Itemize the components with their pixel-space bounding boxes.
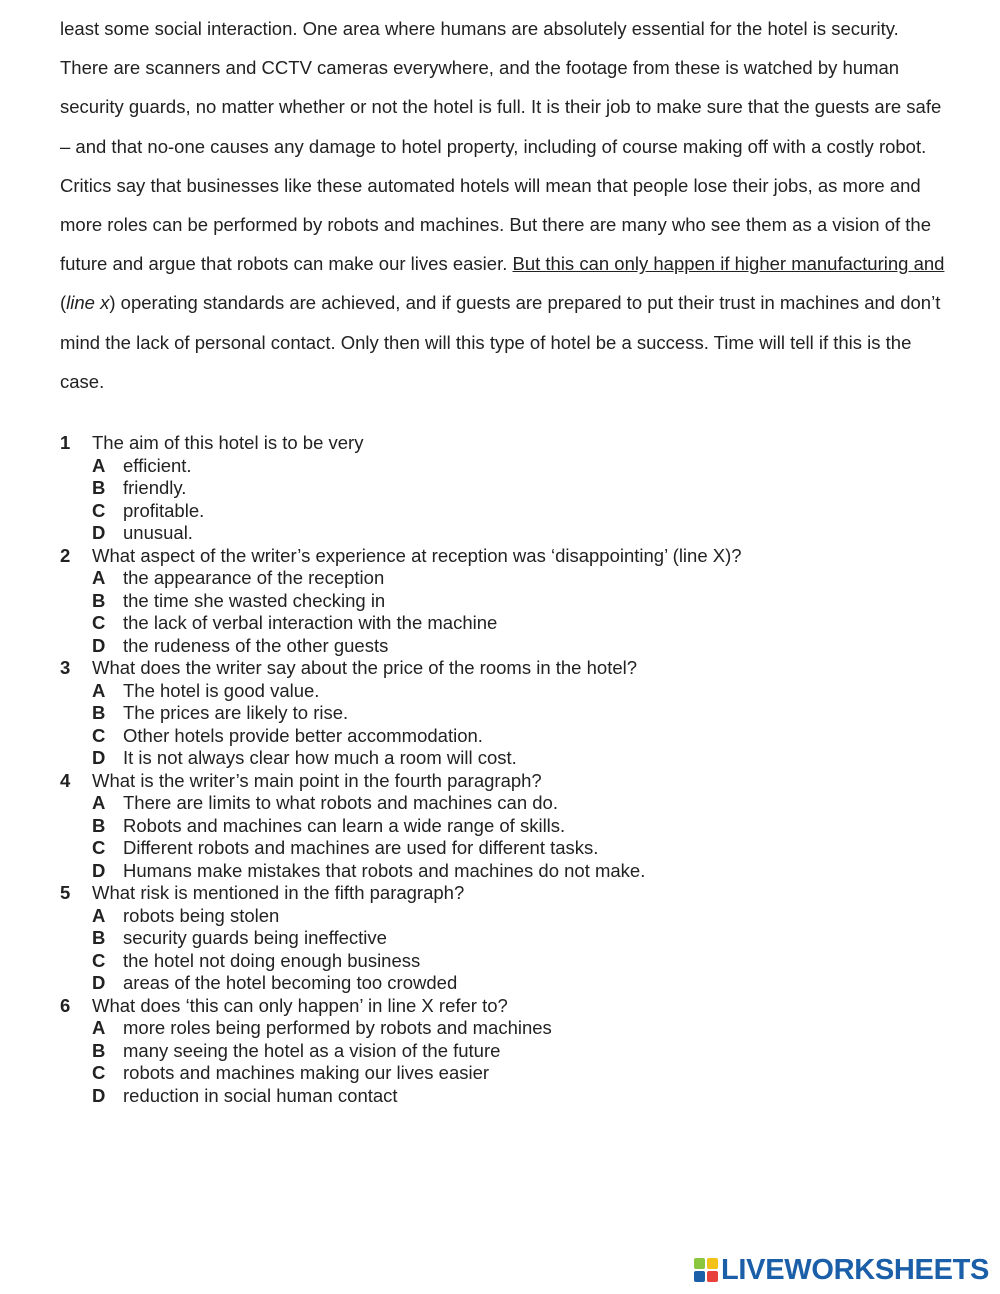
option-letter: D xyxy=(92,1084,106,1106)
option-letter: A xyxy=(92,454,106,476)
option-letter: B xyxy=(92,589,106,611)
option-letter: C xyxy=(92,612,106,633)
answer-option[interactable] xyxy=(60,455,960,478)
question-stem xyxy=(60,770,960,793)
option-text: the rudeness of the other guests xyxy=(123,634,389,656)
option-text: The hotel is good value. xyxy=(123,679,320,701)
option-text: Different robots and machines are used for different tasks. xyxy=(123,837,599,858)
option-text: robots being stolen xyxy=(123,904,280,926)
question-5 xyxy=(60,882,960,995)
option-text: There are limits to what robots and machines can do. xyxy=(123,792,558,813)
paren-open: ( xyxy=(60,292,67,314)
question-stem xyxy=(60,545,960,568)
answer-option[interactable] xyxy=(60,747,960,770)
question-number: 5 xyxy=(60,882,71,903)
answer-option[interactable] xyxy=(60,590,960,613)
option-text: The prices are likely to rise. xyxy=(123,702,349,723)
question-list xyxy=(60,432,960,1107)
answer-option[interactable] xyxy=(60,680,960,703)
question-number: 4 xyxy=(60,769,71,791)
question-text: What is the writer’s main point in the fourth paragraph? xyxy=(92,769,542,791)
option-letter: C xyxy=(92,949,106,971)
option-letter: D xyxy=(92,747,106,768)
logo-text: LIVEWORKSHEETS xyxy=(721,1254,990,1286)
question-text: What does the writer say about the price of the rooms in the hotel? xyxy=(92,657,638,678)
option-text: areas of the hotel becoming too crowded xyxy=(123,972,458,993)
answer-option[interactable] xyxy=(60,950,960,973)
answer-option[interactable] xyxy=(60,702,960,725)
answer-option[interactable] xyxy=(60,1085,960,1108)
answer-option[interactable] xyxy=(60,522,960,545)
answer-option[interactable] xyxy=(60,1040,960,1063)
reading-passage xyxy=(60,9,950,401)
option-text: Robots and machines can learn a wide range of skills. xyxy=(123,814,566,836)
answer-option[interactable] xyxy=(60,837,960,860)
option-text: Humans make mistakes that robots and machines do not make. xyxy=(123,859,646,881)
option-letter: B xyxy=(92,477,106,498)
question-text: What does ‘this can only happen’ in line X refer to? xyxy=(92,994,508,1016)
answer-option[interactable] xyxy=(60,927,960,950)
question-number: 2 xyxy=(60,544,71,566)
question-2 xyxy=(60,545,960,658)
option-letter: B xyxy=(92,702,106,723)
answer-option[interactable] xyxy=(60,477,960,500)
question-text: What aspect of the writer’s experience at reception was ‘disappointing’ (line X)? xyxy=(92,544,742,566)
paren-close: ) xyxy=(109,292,116,314)
passage-text: operating standards are achieved, and if guests are prepared to put their trust in machines and don’t mind the lack of personal contact. Only then will this type of hotel be a success. Time will tell if this is the case. xyxy=(60,292,941,392)
question-1 xyxy=(60,432,960,545)
option-letter: D xyxy=(92,972,106,993)
question-stem xyxy=(60,882,960,905)
option-text: Other hotels provide better accommodation. xyxy=(123,724,483,746)
question-number: 3 xyxy=(60,657,71,678)
option-letter: D xyxy=(92,522,106,543)
option-letter: B xyxy=(92,1039,106,1061)
option-letter: A xyxy=(92,1017,106,1038)
answer-option[interactable] xyxy=(60,860,960,883)
option-text: the lack of verbal interaction with the machine xyxy=(123,612,498,633)
option-text: the hotel not doing enough business xyxy=(123,949,421,971)
option-text: the time she wasted checking in xyxy=(123,589,386,611)
option-letter: D xyxy=(92,634,106,656)
question-4 xyxy=(60,770,960,883)
option-text: It is not always clear how much a room will cost. xyxy=(123,747,517,768)
option-letter: A xyxy=(92,567,106,588)
option-text: profitable. xyxy=(123,499,205,521)
option-text: friendly. xyxy=(123,477,187,498)
option-text: efficient. xyxy=(123,454,192,476)
option-letter: C xyxy=(92,1062,106,1083)
answer-option[interactable] xyxy=(60,500,960,523)
question-text: What risk is mentioned in the fifth paragraph? xyxy=(92,882,465,903)
answer-option[interactable] xyxy=(60,792,960,815)
passage-paragraph-5: least some social interaction. One area where humans are absolutely essential for the hotel is security. There are scanners and CCTV cameras everywhere, and the footage from these is watched by human security guards, no matter whether or not the hotel is full. It is their job to make sure that the guests are safe – and that no-one causes any damage to hotel property, including of course making off with a costly robot. xyxy=(60,18,942,157)
question-stem xyxy=(60,995,960,1018)
option-letter: C xyxy=(92,724,106,746)
option-text: many seeing the hotel as a vision of the future xyxy=(123,1039,501,1061)
answer-option[interactable] xyxy=(60,725,960,748)
option-text: reduction in social human contact xyxy=(123,1084,398,1106)
passage-text: Critics say that businesses like these automated hotels will mean that people lose their jobs, as more and more roles can be performed by robots and machines. But there are many who see them as a vision of the future and argue that robots can make our lives easier. xyxy=(60,174,931,275)
answer-option[interactable] xyxy=(60,1017,960,1040)
option-letter: B xyxy=(92,927,106,948)
answer-option[interactable] xyxy=(60,635,960,658)
option-letter: C xyxy=(92,499,106,521)
question-3 xyxy=(60,657,960,770)
answer-option[interactable] xyxy=(60,972,960,995)
option-letter: A xyxy=(92,792,106,813)
answer-option[interactable] xyxy=(60,612,960,635)
option-letter: D xyxy=(92,859,106,881)
liveworksheets-logo xyxy=(694,1254,990,1286)
option-text: unusual. xyxy=(123,522,193,543)
answer-option[interactable] xyxy=(60,1062,960,1085)
liveworksheets-logo-icon xyxy=(694,1258,718,1282)
option-text: the appearance of the reception xyxy=(123,567,385,588)
option-letter: B xyxy=(92,814,106,836)
option-letter: C xyxy=(92,837,106,858)
question-number: 1 xyxy=(60,432,71,453)
question-text: The aim of this hotel is to be very xyxy=(92,432,364,453)
option-text: robots and machines making our lives easier xyxy=(123,1062,490,1083)
option-letter: A xyxy=(92,904,106,926)
question-stem xyxy=(60,432,960,455)
answer-option[interactable] xyxy=(60,567,960,590)
option-text: security guards being ineffective xyxy=(123,927,387,948)
answer-option[interactable] xyxy=(60,815,960,838)
underlined-phrase: But this can only happen if higher manufacturing and xyxy=(512,253,945,275)
question-number: 6 xyxy=(60,994,71,1016)
option-letter: A xyxy=(92,679,106,701)
option-text: more roles being performed by robots and machines xyxy=(123,1017,552,1038)
line-reference: line x xyxy=(66,292,110,314)
question-stem xyxy=(60,657,960,680)
passage-paragraph-6 xyxy=(60,166,950,401)
answer-option[interactable] xyxy=(60,905,960,928)
question-6 xyxy=(60,995,960,1108)
